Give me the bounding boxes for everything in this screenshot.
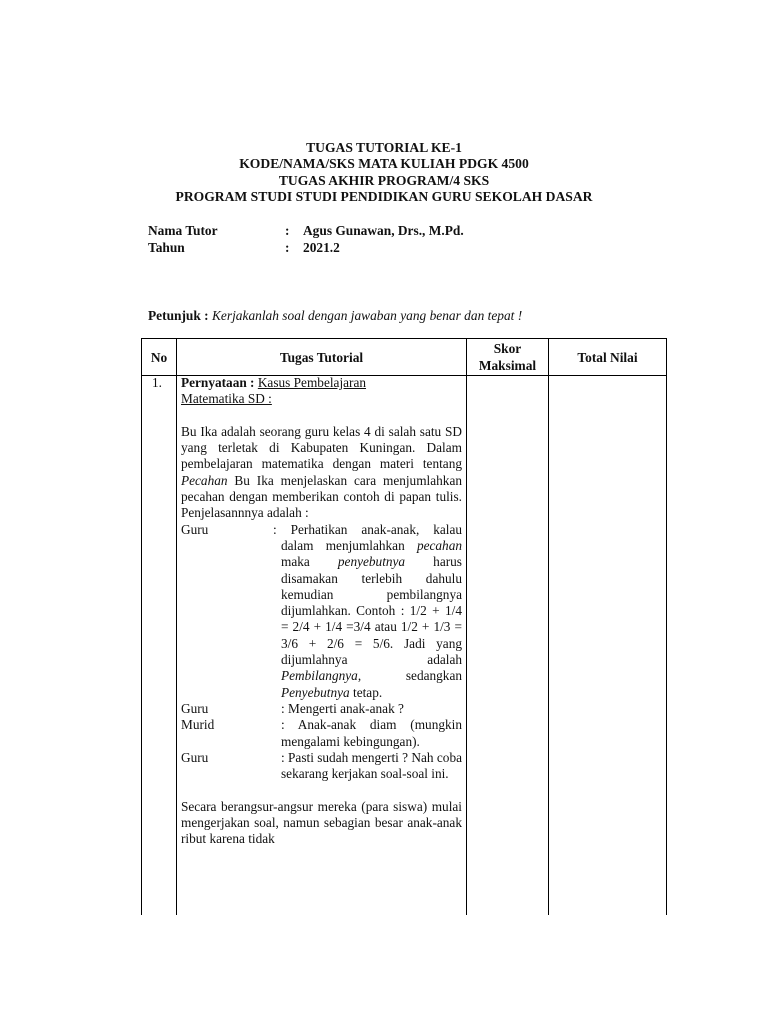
case-intro <box>181 424 462 522</box>
dialogue-text: : Anak-anak diam (mungkin mengalami kebingungan). <box>281 717 462 749</box>
instructions-label: Petunjuk : <box>148 308 209 323</box>
statement-heading <box>181 375 462 391</box>
year-value: 2021.2 <box>303 240 340 255</box>
title-line-2: KODE/NAMA/SKS MATA KULIAH PDGK 4500 <box>239 156 529 171</box>
column-divider-no <box>176 339 177 915</box>
case-intro-emphasis: Pecahan <box>181 472 228 488</box>
d1-a: : Perhatikan anak-anak, kalau dalam menjumlahkan <box>273 521 462 553</box>
case-closing: Secara berangsur-angsur mereka (para siswa) mulai mengerjakan soal, namun sebagian besar anak-anak ribut karena tidak <box>181 798 462 847</box>
header-score-line2: Maksimal <box>478 358 537 373</box>
d1-em1: pecahan <box>416 537 462 553</box>
d1-b: maka <box>281 554 338 570</box>
title-line-4: PROGRAM STUDI STUDI PENDIDIKAN GURU SEKOLAH DASAR <box>175 189 593 204</box>
d1-c: harus disamakan terlebih dahulu kemudian pembilangnya dijumlahkan. Contoh : 1/2 + 1/4 = 2/4 + 1/4 =3/4 atau 1/2 + 1/3 = 3/6 + 2/6 = 5/6. Jadi yang dijumlahnya adalah <box>281 554 462 668</box>
d1-em3: Pembilangnya <box>281 668 358 684</box>
title-line-3: TUGAS AKHIR PROGRAM/4 SKS <box>278 173 490 188</box>
dialogue-line-2 <box>181 701 462 717</box>
speaker: Guru <box>181 700 209 716</box>
tutor-separator: : <box>285 223 290 238</box>
d1-em2: penyebutnya <box>337 554 406 570</box>
dialogue-text: : Mengerti anak-anak ? <box>281 700 404 716</box>
case-intro-text-b: Bu Ika menjelaskan cara menjumlahkan pecahan dengan memberikan contoh di papan tulis. Penjelasannnya adalah : <box>181 472 462 521</box>
case-intro-text-a: Bu Ika adalah seorang guru kelas 4 di salah satu SD yang terletak di Kabupaten Kuningan. Dalam pembelajaran matematika dengan materi tentang <box>181 423 462 472</box>
statement-label: Pernyataan : <box>181 375 255 390</box>
task-content <box>181 375 462 848</box>
year-label: Tahun <box>148 240 185 255</box>
d1-d: , sedangkan <box>357 668 462 684</box>
instructions <box>148 307 522 324</box>
column-divider-task <box>466 339 467 915</box>
d1-em4: Penyebutnya <box>281 684 350 700</box>
header-score-line1: Skor <box>493 341 522 356</box>
speaker: Guru <box>181 749 209 765</box>
header-total: Total Nilai <box>577 350 638 365</box>
task-table <box>141 338 667 915</box>
header-no: No <box>150 350 168 365</box>
dialogue-line-1 <box>181 522 462 701</box>
statement-title-a: Kasus Pembelajaran <box>257 375 367 390</box>
instructions-text: Kerjakanlah soal dengan jawaban yang benar dan tepat ! <box>212 308 523 323</box>
year-separator: : <box>285 240 290 255</box>
header-task: Tugas Tutorial <box>279 350 364 365</box>
speaker: Murid <box>181 717 215 733</box>
dialogue-text: : Pasti sudah mengerti ? Nah coba sekarang kerjakan soal-soal ini. <box>281 749 462 782</box>
dialogue-line-3 <box>181 717 462 750</box>
tutor-value: Agus Gunawan, Drs., M.Pd. <box>303 223 464 238</box>
dialogue-text <box>273 521 462 701</box>
speaker: Guru <box>181 521 209 537</box>
row-number: 1. <box>152 375 162 390</box>
tutor-label: Nama Tutor <box>148 223 218 238</box>
d1-e: tetap. <box>349 684 383 700</box>
dialogue-line-4 <box>181 750 462 783</box>
column-divider-score <box>548 339 549 915</box>
statement-title-b: Matematika SD : <box>181 391 272 407</box>
title-line-1: TUGAS TUTORIAL KE-1 <box>306 140 462 155</box>
